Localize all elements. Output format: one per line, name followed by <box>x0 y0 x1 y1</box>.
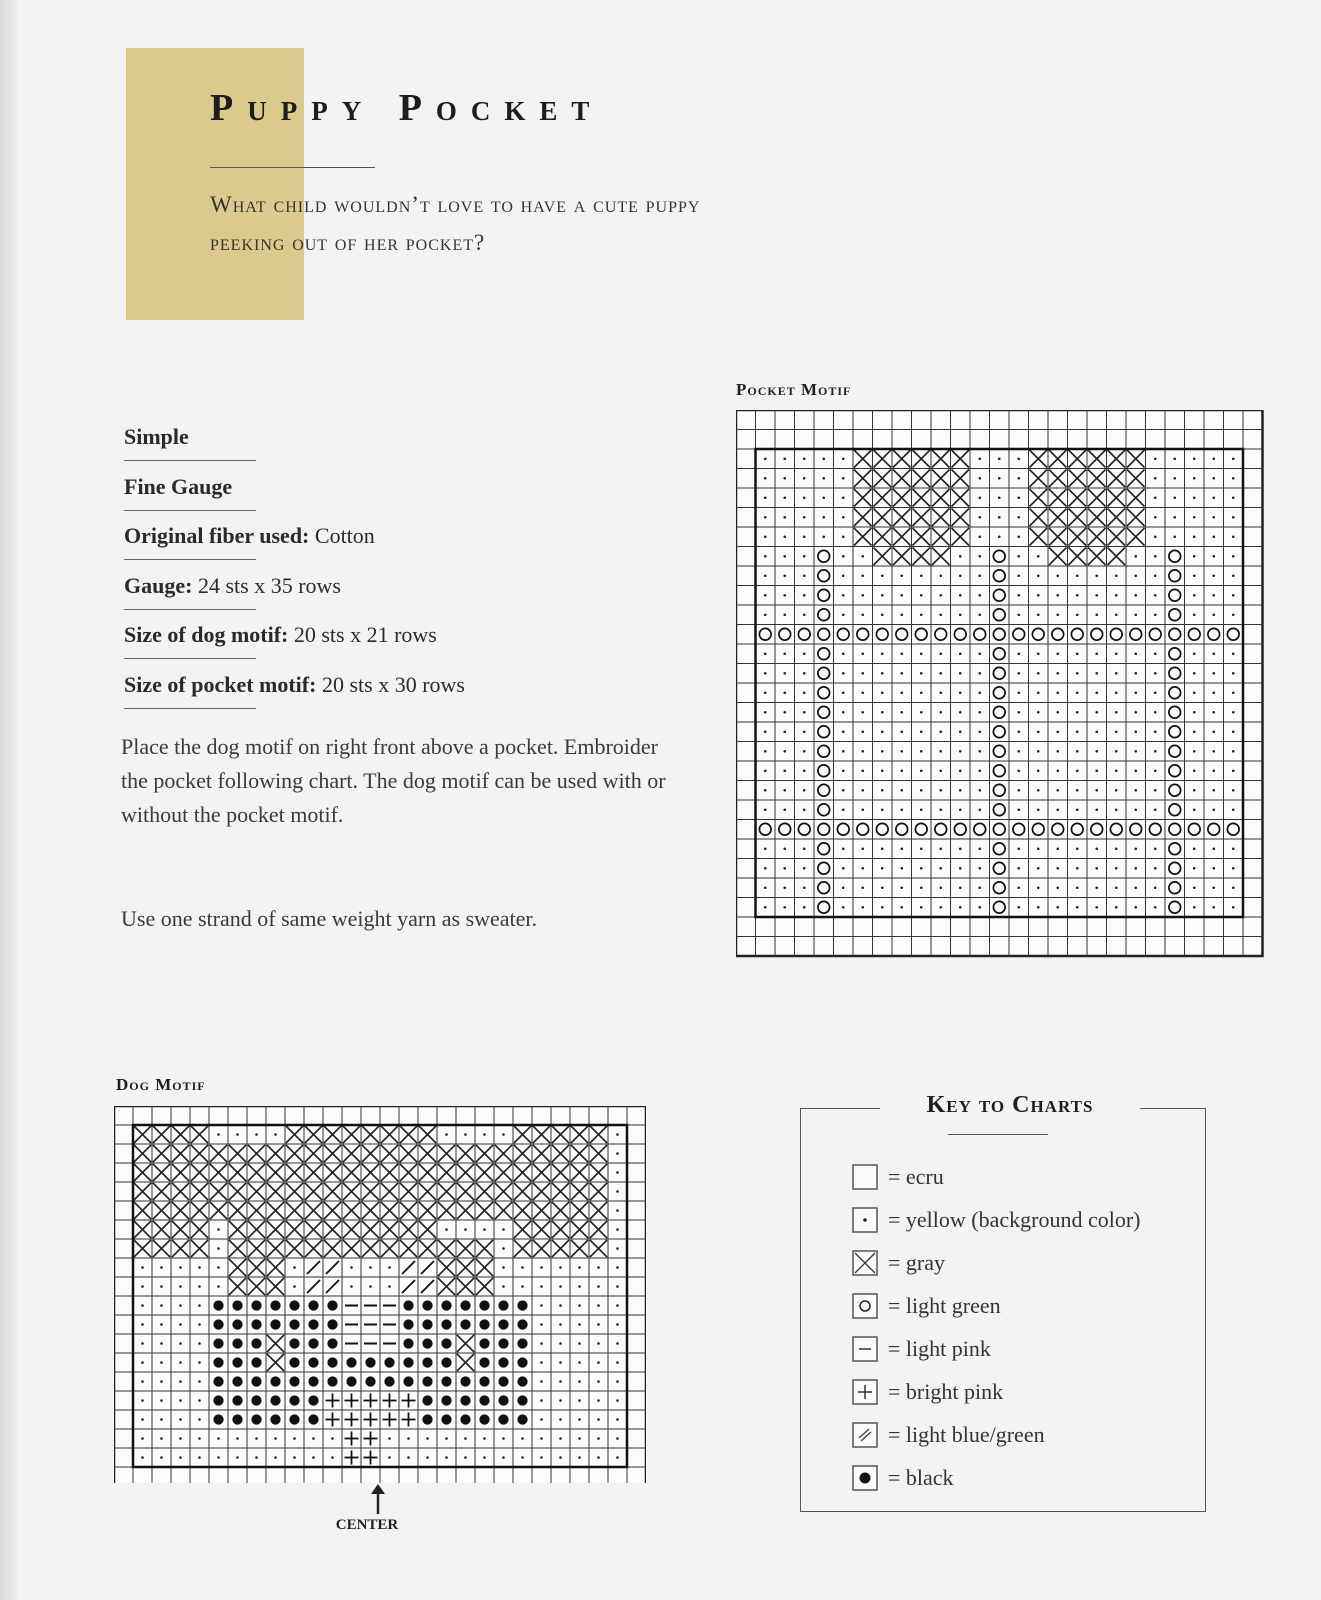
pocket-motif-chart <box>736 410 1271 966</box>
spec-item <box>124 424 465 474</box>
cross-square-icon <box>852 1250 878 1276</box>
circle-square-icon <box>852 1293 878 1319</box>
spec-value: 20 sts x 30 rows <box>321 671 465 697</box>
key-item-bright-pink <box>852 1370 1141 1413</box>
spec-item <box>124 573 465 623</box>
spec-rule <box>124 609 256 610</box>
key-title-rule <box>948 1134 1048 1135</box>
spec-rule <box>124 708 256 709</box>
spec-rule <box>124 658 256 659</box>
spec-label: Fine Gauge <box>124 473 233 499</box>
spec-label: Original fiber used: <box>124 523 310 548</box>
dog-motif-chart <box>114 1106 646 1483</box>
subtitle-line-1: What child wouldn’t love to have a cute puppy <box>210 192 701 217</box>
spec-rule <box>124 510 256 511</box>
key-item-light-green <box>852 1284 1141 1327</box>
spec-rule <box>124 460 256 461</box>
title-rule <box>210 167 375 168</box>
plus-square-icon <box>852 1379 878 1405</box>
spec-label: Simple <box>124 424 189 449</box>
chart-grid <box>114 1106 646 1483</box>
key-item-black <box>852 1456 1141 1499</box>
key-label: = black <box>888 1464 954 1490</box>
key-label: = yellow (background color) <box>888 1206 1141 1232</box>
spec-item <box>124 474 465 524</box>
spec-value: 20 sts x 21 rows <box>293 622 437 647</box>
page-edge <box>0 0 18 1600</box>
spec-item <box>124 622 465 672</box>
slash-square-icon <box>852 1422 878 1448</box>
key-title: Key to Charts <box>880 1092 1140 1119</box>
key-item-light-blue-green <box>852 1413 1141 1456</box>
spec-rule <box>124 559 256 560</box>
dot-square-icon <box>852 1207 878 1233</box>
center-label: CENTER <box>335 1517 399 1533</box>
key-label: = gray <box>888 1249 945 1275</box>
spec-item <box>124 672 465 722</box>
filled-dot-square-icon <box>852 1465 878 1491</box>
key-item-yellow <box>852 1198 1141 1241</box>
instructions-yarn-note: Use one strand of same weight yarn as sweater. <box>121 906 538 931</box>
subtitle-line-2: peeking out of her pocket? <box>210 230 486 255</box>
key-label: = bright pink <box>888 1378 1004 1404</box>
center-arrow-icon <box>340 1482 416 1516</box>
key-label: = light green <box>888 1292 1001 1318</box>
spec-value: Cotton <box>314 523 375 548</box>
key-item-gray <box>852 1241 1141 1284</box>
pocket-chart-label: Pocket Motif <box>736 380 852 399</box>
page-subtitle <box>210 186 950 262</box>
dog-chart-label: Dog Motif <box>116 1075 206 1094</box>
key-label: = ecru <box>888 1163 944 1189</box>
instructions-paragraph: Place the dog motif on right front above a pocket. Embroider the pocket following chart. The dog motif can be used with or without the pocket motif. <box>121 734 666 827</box>
dash-square-icon <box>852 1336 878 1362</box>
key-label: = light blue/green <box>888 1421 1045 1447</box>
page-title: Puppy Pocket <box>210 87 604 129</box>
spec-label: Gauge: <box>124 572 193 598</box>
spec-label: Size of pocket motif: <box>124 671 317 697</box>
spec-list <box>124 424 465 721</box>
empty-square-icon <box>852 1164 878 1190</box>
key-item-ecru <box>852 1155 1141 1198</box>
key-list <box>852 1155 1141 1499</box>
key-item-light-pink <box>852 1327 1141 1370</box>
spec-label: Size of dog motif: <box>124 622 289 647</box>
key-label: = light pink <box>888 1335 991 1361</box>
spec-item <box>124 523 465 573</box>
spec-value: 24 sts x 35 rows <box>197 572 341 598</box>
